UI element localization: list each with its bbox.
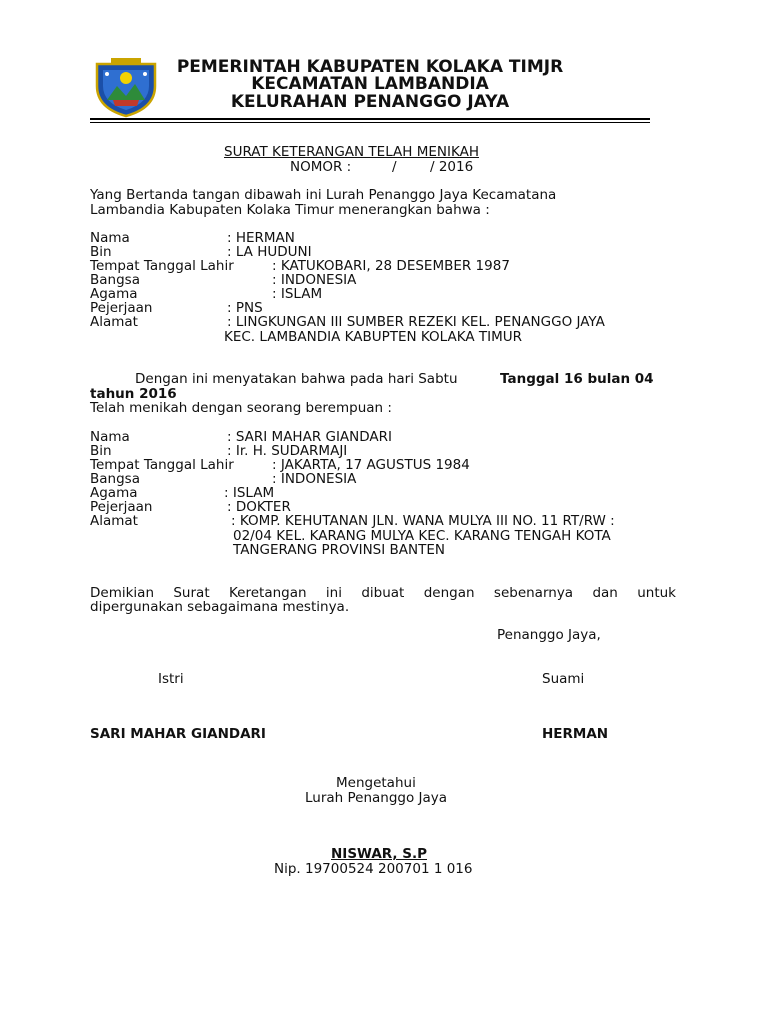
- nomor-sep-2: / 2016: [430, 159, 474, 175]
- bride-bin: : Ir. H. SUDARMAJI: [227, 443, 348, 459]
- bride-pekerjaan-label: Pejerjaan: [90, 499, 153, 515]
- bride-ttl: : JAKARTA, 17 AGUSTUS 1984: [272, 457, 470, 473]
- bride-bangsa: : INDONESIA: [272, 471, 357, 487]
- regency-emblem-icon: [93, 56, 159, 118]
- groom-ttl-label: Tempat Tanggal Lahir: [90, 258, 234, 274]
- bride-nama-label: Nama: [90, 429, 130, 445]
- nomor-label: NOMOR :: [290, 159, 352, 175]
- bride-bangsa-label: Bangsa: [90, 471, 140, 487]
- intro-line-2: Lambandia Kabupaten Kolaka Timur menerangkan bahwa :: [90, 202, 490, 218]
- header-rule-thin: [90, 122, 650, 123]
- header-rule-thick: [90, 118, 650, 120]
- groom-alamat-1: : LINGKUNGAN III SUMBER REZEKI KEL. PENANGGO JAYA: [227, 314, 605, 330]
- header-line-3: KELURAHAN PENANGGO JAYA: [230, 92, 510, 112]
- groom-bangsa: : INDONESIA: [272, 272, 357, 288]
- groom-pekerjaan-label: Pejerjaan: [90, 300, 153, 316]
- groom-nama: : HERMAN: [227, 230, 295, 246]
- groom-agama: : ISLAM: [272, 286, 323, 302]
- groom-alamat-2: KEC. LAMBANDIA KABUPTEN KOLAKA TIMUR: [224, 329, 522, 345]
- bride-alamat-3: TANGERANG PROVINSI BANTEN: [233, 542, 445, 558]
- statement-date-1: Tanggal 16 bulan 04: [500, 371, 654, 387]
- lurah-title: Lurah Penanggo Jaya: [305, 790, 448, 806]
- nomor-sep-1: /: [392, 159, 397, 175]
- letter-title: SURAT KETERANGAN TELAH MENIKAH: [224, 144, 479, 160]
- statement-married: Telah menikah dengan seorang berempuan :: [90, 400, 392, 416]
- suami-name: HERMAN: [542, 726, 609, 742]
- closing-line-1: Demikian Surat Keretangan ini dibuat dengan sebenarnya dan untuk: [90, 585, 676, 601]
- statement-text: Dengan ini menyatakan bahwa pada hari Sabtu: [135, 371, 458, 387]
- bride-agama-label: Agama: [90, 485, 138, 501]
- groom-bangsa-label: Bangsa: [90, 272, 140, 288]
- groom-alamat-label: Alamat: [90, 314, 138, 330]
- header-line-2: KECAMATAN LAMBANDIA: [251, 74, 489, 94]
- bride-bin-label: Bin: [90, 443, 112, 459]
- istri-name: SARI MAHAR GIANDARI: [90, 726, 266, 742]
- intro-line-1: Yang Bertanda tangan dibawah ini Lurah Penanggo Jaya Kecamatana: [90, 187, 557, 203]
- bride-alamat-label: Alamat: [90, 513, 138, 529]
- groom-agama-label: Agama: [90, 286, 138, 302]
- mengetahui: Mengetahui: [336, 775, 416, 791]
- groom-bin-label: Bin: [90, 244, 112, 260]
- closing-place: Penanggo Jaya,: [497, 627, 601, 643]
- closing-line-2: dipergunakan sebagaimana mestinya.: [90, 599, 350, 615]
- header-line-1: PEMERINTAH KABUPATEN KOLAKA TIMJR: [176, 57, 564, 77]
- lurah-name: NISWAR, S.P: [331, 846, 427, 862]
- bride-agama: : ISLAM: [224, 485, 275, 501]
- groom-pekerjaan: : PNS: [227, 300, 263, 316]
- groom-ttl: : KATUKOBARI, 28 DESEMBER 1987: [272, 258, 510, 274]
- bride-pekerjaan: : DOKTER: [227, 499, 291, 515]
- bride-nama: : SARI MAHAR GIANDARI: [227, 429, 393, 445]
- groom-nama-label: Nama: [90, 230, 130, 246]
- suami-label: Suami: [542, 671, 585, 687]
- bride-ttl-label: Tempat Tanggal Lahir: [90, 457, 234, 473]
- bride-alamat-2: 02/04 KEL. KARANG MULYA KEC. KARANG TENGAH KOTA: [233, 528, 611, 544]
- bride-alamat-1: : KOMP. KEHUTANAN JLN. WANA MULYA III NO. 11 RT/RW :: [231, 513, 615, 529]
- istri-label: Istri: [158, 671, 184, 687]
- groom-bin: : LA HUDUNI: [227, 244, 312, 260]
- lurah-nip: Nip. 19700524 200701 1 016: [274, 861, 473, 877]
- statement-date-2: tahun 2016: [90, 386, 177, 402]
